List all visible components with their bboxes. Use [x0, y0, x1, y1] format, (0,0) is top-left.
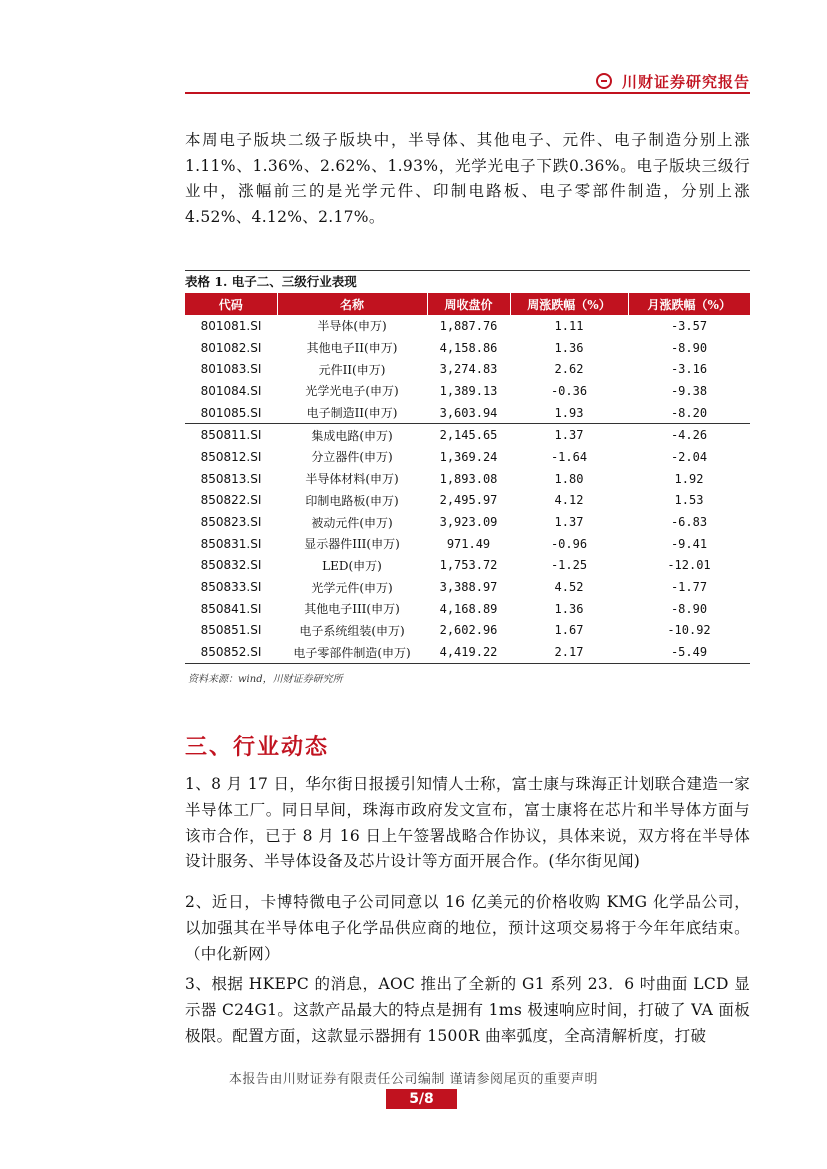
footer-disclaimer: 本报告由川财证券有限责任公司编制 谨请参阅尾页的重要声明	[228, 1072, 599, 1087]
cell-close: 3,388.97	[439, 580, 498, 595]
cell-close: 2,602.96	[439, 623, 498, 638]
cell-month-change: -8.90	[670, 601, 708, 616]
cell-name: 被动元件(申万)	[311, 515, 393, 530]
header-divider	[185, 92, 750, 94]
cell-close: 2,495.97	[439, 493, 498, 508]
table-row	[185, 641, 750, 663]
cell-name: 电子系统组装(申万)	[299, 623, 405, 638]
cell-code: 801081.SI	[200, 318, 262, 333]
table-row	[185, 468, 750, 490]
cell-month-change: -1.77	[670, 580, 708, 595]
cell-close: 4,419.22	[427, 641, 510, 663]
cell-week-change: 1.67	[554, 623, 584, 638]
company-logo-icon	[596, 73, 612, 89]
cell-code: 850833.SI	[200, 580, 262, 595]
cell-name: 电子零部件制造(申万)	[277, 641, 427, 663]
cell-close: 3,274.83	[439, 362, 498, 377]
table-row	[185, 402, 750, 424]
table-row	[185, 598, 750, 620]
cell-week-change: -1.64	[550, 449, 588, 464]
table-row	[185, 446, 750, 468]
section-title: 三、行业动态	[185, 734, 330, 760]
cell-close: 971.49	[446, 536, 491, 551]
cell-code: 850831.SI	[200, 536, 262, 551]
cell-week-change: 1.36	[554, 340, 584, 355]
news-item: 2、近日，卡博特微电子公司同意以 16 亿美元的价格收购 KMG 化学品公司，以加强其在半导体电子化学品供应商的地位，预计这项交易将于今年年底结束。（中化新网）	[185, 893, 750, 963]
cell-name: 光学光电子(申万)	[305, 384, 399, 399]
table-row	[185, 315, 750, 337]
cell-name: 光学元件(申万)	[311, 580, 393, 595]
cell-name: 半导体(申万)	[317, 319, 387, 334]
table-row	[185, 576, 750, 598]
cell-month-change: -10.92	[667, 623, 711, 638]
table-row	[185, 555, 750, 577]
cell-name: 其他电子II(申万)	[306, 341, 398, 356]
cell-code: 850823.SI	[200, 515, 262, 530]
cell-close: 4,158.86	[439, 340, 498, 355]
cell-name: 显示器件III(申万)	[304, 537, 400, 552]
cell-code: 801083.SI	[200, 362, 262, 377]
table-source: 资料来源：wind，川财证券研究所	[188, 674, 343, 685]
col-header-close: 周收盘价	[427, 293, 510, 315]
col-header-week-change: 周涨跌幅（%）	[510, 293, 628, 315]
cell-month-change: -12.01	[667, 558, 711, 573]
cell-close: 1,887.76	[439, 318, 498, 333]
cell-code: 850813.SI	[200, 471, 262, 486]
cell-week-change: 1.37	[510, 424, 628, 446]
table-row	[185, 533, 750, 555]
cell-month-change: -5.49	[628, 641, 750, 663]
cell-month-change: -9.41	[670, 536, 708, 551]
page-number: 5/8	[386, 1089, 457, 1109]
header-brand	[596, 70, 750, 92]
table-row	[185, 358, 750, 380]
news-item: 1、8 月 17 日，华尔街日报援引知情人士称，富士康与珠海正计划联合建造一家半导体工厂。同日早间，珠海市政府发文宣布，富士康将在芯片和半导体方面与该市合作，已于 8 月 16 日上午签署战略合作协议，具体来说，双方将在半导体设计服务、半导体设备及芯片设计等方面开展合作。(华尔街见闻)	[185, 775, 750, 871]
cell-close: 3,603.94	[439, 405, 498, 420]
news-item: 3、根据 HKEPC 的消息，AOC 推出了全新的 G1 系列 23．6 吋曲面 LCD 显示器 C24G1。这款产品最大的特点是拥有 1ms 极速响应时间，打破了 VA 面板极限。配置方面，这款显示器拥有 1500R 曲率弧度，全高清解析度，打破	[185, 975, 750, 1045]
cell-week-change: 1.93	[554, 405, 584, 420]
cell-name: 分立器件(申万)	[311, 450, 393, 465]
table-row	[185, 490, 750, 512]
cell-code: 801085.SI	[200, 405, 262, 420]
cell-month-change: -6.83	[670, 515, 708, 530]
cell-code: 850841.SI	[200, 601, 262, 616]
cell-name: 印制电路板(申万)	[305, 493, 399, 508]
cell-month-change: -9.38	[670, 383, 708, 398]
cell-code: 850811.SI	[185, 424, 277, 446]
cell-month-change: -3.16	[670, 362, 708, 377]
cell-code: 850822.SI	[200, 493, 262, 508]
cell-month-change: 1.92	[674, 471, 704, 486]
cell-close: 3,923.09	[439, 515, 498, 530]
cell-code: 850812.SI	[200, 449, 262, 464]
col-header-name: 名称	[277, 293, 427, 315]
cell-week-change: 2.17	[510, 641, 628, 663]
cell-week-change: 2.62	[554, 362, 584, 377]
table-row	[185, 424, 750, 446]
table-top-rule	[185, 270, 750, 271]
brand-name: 川财证券研究报告	[621, 72, 750, 91]
cell-week-change: 1.80	[554, 471, 584, 486]
cell-week-change: 1.37	[554, 515, 584, 530]
table-row	[185, 511, 750, 533]
page-header	[185, 70, 750, 94]
cell-name: 元件II(申万)	[318, 362, 386, 377]
cell-week-change: -1.25	[550, 558, 588, 573]
cell-code: 801082.SI	[200, 340, 262, 355]
cell-code: 850852.SI	[185, 641, 277, 663]
cell-week-change: -0.36	[550, 383, 588, 398]
cell-name: 集成电路(申万)	[277, 424, 427, 446]
cell-close: 1,753.72	[439, 558, 498, 573]
cell-name: 电子制造II(申万)	[306, 406, 398, 421]
cell-close: 1,389.13	[439, 383, 498, 398]
col-header-code: 代码	[185, 293, 277, 315]
cell-month-change: -8.90	[670, 340, 708, 355]
cell-code: 850832.SI	[200, 558, 262, 573]
industry-performance-table	[185, 293, 750, 664]
table-row	[185, 337, 750, 359]
cell-name: 其他电子III(申万)	[304, 602, 400, 617]
cell-month-change: -3.57	[670, 318, 708, 333]
cell-month-change: -4.26	[628, 424, 750, 446]
cell-name: 半导体材料(申万)	[305, 472, 399, 487]
cell-close: 1,893.08	[439, 471, 498, 486]
table-row	[185, 620, 750, 642]
cell-code: 850851.SI	[200, 623, 262, 638]
cell-month-change: -8.20	[670, 405, 708, 420]
cell-week-change: 4.12	[554, 493, 584, 508]
cell-week-change: 4.52	[554, 580, 584, 595]
col-header-month-change: 月涨跌幅（%）	[628, 293, 750, 315]
cell-name: LED(申万)	[322, 558, 382, 573]
intro-paragraph: 本周电子版块二级子版块中，半导体、其他电子、元件、电子制造分别上涨1.11%、1.36%、2.62%、1.93%，光学光电子下跌0.36%。电子版块三级行业中，涨幅前三的是光学元件、印制电路板、电子零部件制造，分别上涨4.52%、4.12%、2.17%。	[185, 131, 750, 226]
table-caption: 表格 1. 电子二、三级行业表现	[185, 274, 357, 289]
cell-close: 4,168.89	[439, 601, 498, 616]
cell-week-change: -0.96	[550, 536, 588, 551]
cell-week-change: 1.11	[554, 318, 584, 333]
cell-close: 2,145.65	[427, 424, 510, 446]
table-header-row	[185, 293, 750, 315]
table-row	[185, 380, 750, 402]
cell-month-change: 1.53	[674, 493, 704, 508]
cell-code: 801084.SI	[200, 383, 262, 398]
cell-week-change: 1.36	[554, 601, 584, 616]
cell-month-change: -2.04	[670, 449, 708, 464]
cell-close: 1,369.24	[439, 449, 498, 464]
